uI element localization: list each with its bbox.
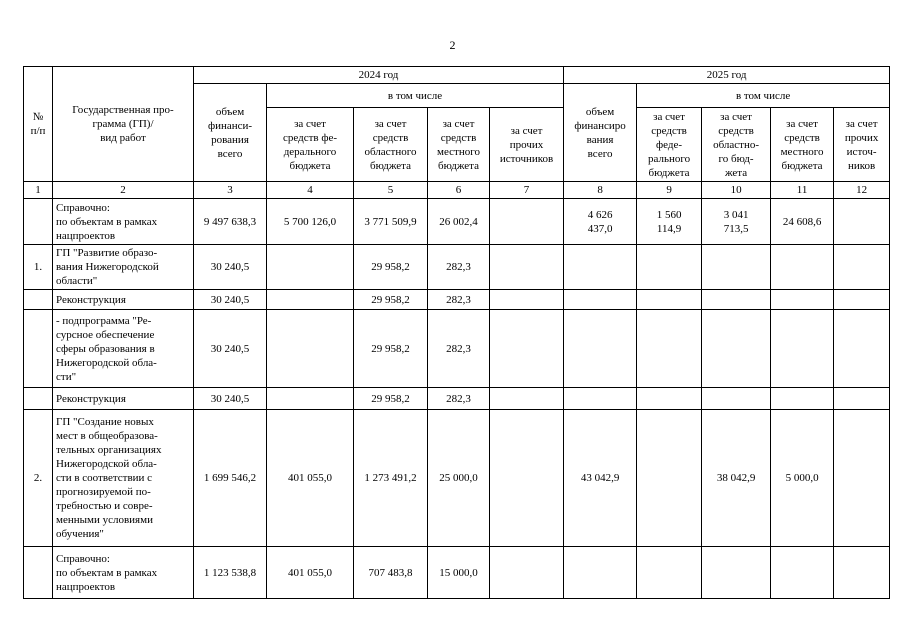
amount-cell: 29 958,2 [354, 310, 428, 388]
column-number: 12 [834, 182, 890, 199]
amount-cell [490, 388, 564, 410]
row-number [24, 290, 53, 310]
amount-cell [267, 290, 354, 310]
amount-cell [702, 388, 771, 410]
amount-cell: 29 958,2 [354, 388, 428, 410]
amount-cell [564, 310, 637, 388]
header-federal-2025: за счет средств феде- рального бюджета [637, 108, 702, 182]
amount-cell [834, 290, 890, 310]
column-number: 5 [354, 182, 428, 199]
row-number: 1. [24, 245, 53, 290]
column-number: 7 [490, 182, 564, 199]
amount-cell [834, 245, 890, 290]
amount-cell [637, 310, 702, 388]
program-name: ГП "Создание новых мест в общеобразова- тельных организациях Нижегородской обла- сти в соответствии с прогнозируемой по- требностью и совре- менными условиями обучения" [53, 410, 194, 547]
amount-cell: 282,3 [428, 290, 490, 310]
amount-cell: 30 240,5 [194, 290, 267, 310]
amount-cell [637, 410, 702, 547]
header-including-2024: в том числе [267, 84, 564, 108]
amount-cell [564, 290, 637, 310]
table-row [24, 410, 890, 547]
amount-cell [564, 547, 637, 599]
header-volume-2025: объем финансиро вания всего [564, 84, 637, 182]
amount-cell: 9 497 638,3 [194, 199, 267, 245]
row-number [24, 388, 53, 410]
amount-cell [834, 410, 890, 547]
amount-cell: 401 055,0 [267, 547, 354, 599]
column-number: 8 [564, 182, 637, 199]
amount-cell [834, 199, 890, 245]
table-row [24, 290, 890, 310]
amount-cell [490, 199, 564, 245]
program-name: ГП "Развитие образо- вания Нижегородской области" [53, 245, 194, 290]
amount-cell: 1 123 538,8 [194, 547, 267, 599]
amount-cell [637, 290, 702, 310]
amount-cell: 25 000,0 [428, 410, 490, 547]
column-number-row [24, 182, 890, 199]
amount-cell: 15 000,0 [428, 547, 490, 599]
amount-cell: 24 608,6 [771, 199, 834, 245]
amount-cell [771, 547, 834, 599]
table-row [24, 388, 890, 410]
amount-cell [267, 388, 354, 410]
column-number: 6 [428, 182, 490, 199]
amount-cell: 4 626 437,0 [564, 199, 637, 245]
header-other-2024: за счет прочих источников [490, 108, 564, 182]
column-number: 1 [24, 182, 53, 199]
column-number: 2 [53, 182, 194, 199]
header-regional-2025: за счет средств областно- го бюд- жета [702, 108, 771, 182]
header-including-2025: в том числе [637, 84, 890, 108]
amount-cell [702, 290, 771, 310]
amount-cell [702, 245, 771, 290]
amount-cell [702, 547, 771, 599]
amount-cell [490, 290, 564, 310]
amount-cell [564, 245, 637, 290]
amount-cell [771, 290, 834, 310]
amount-cell: 3 041 713,5 [702, 199, 771, 245]
amount-cell [490, 310, 564, 388]
row-number: 2. [24, 410, 53, 547]
amount-cell [267, 310, 354, 388]
amount-cell [564, 388, 637, 410]
header-other-2025: за счет прочих источ- ников [834, 108, 890, 182]
row-number [24, 199, 53, 245]
amount-cell: 30 240,5 [194, 388, 267, 410]
header-regional-2024: за счет средств областного бюджета [354, 108, 428, 182]
program-name: Реконструкция [53, 290, 194, 310]
page-number: 2 [449, 38, 456, 52]
header-volume-2024: объем финанси- рования всего [194, 84, 267, 182]
amount-cell [637, 245, 702, 290]
amount-cell: 26 002,4 [428, 199, 490, 245]
table-row [24, 547, 890, 599]
amount-cell [702, 310, 771, 388]
amount-cell: 1 699 546,2 [194, 410, 267, 547]
header-local-2025: за счет средств местного бюджета [771, 108, 834, 182]
program-name: Реконструкция [53, 388, 194, 410]
amount-cell [267, 245, 354, 290]
amount-cell [637, 388, 702, 410]
column-number: 3 [194, 182, 267, 199]
amount-cell: 1 273 491,2 [354, 410, 428, 547]
program-name: Справочно: по объектам в рамках нацпроектов [53, 547, 194, 599]
amount-cell: 29 958,2 [354, 245, 428, 290]
amount-cell: 707 483,8 [354, 547, 428, 599]
amount-cell: 3 771 509,9 [354, 199, 428, 245]
amount-cell [490, 547, 564, 599]
amount-cell: 38 042,9 [702, 410, 771, 547]
header-year-2025: 2025 год [564, 67, 890, 84]
financing-table [23, 66, 890, 599]
amount-cell [771, 310, 834, 388]
amount-cell: 282,3 [428, 388, 490, 410]
amount-cell [490, 245, 564, 290]
amount-cell: 5 000,0 [771, 410, 834, 547]
column-number: 4 [267, 182, 354, 199]
table-row [24, 310, 890, 388]
header-num: № п/п [24, 67, 53, 182]
amount-cell: 401 055,0 [267, 410, 354, 547]
amount-cell [771, 388, 834, 410]
header-local-2024: за счет средств местного бюджета [428, 108, 490, 182]
row-number [24, 547, 53, 599]
amount-cell: 282,3 [428, 245, 490, 290]
amount-cell: 30 240,5 [194, 310, 267, 388]
header-program: Государственная про- грамма (ГП)/ вид работ [53, 67, 194, 182]
table-row [24, 245, 890, 290]
table-row [24, 199, 890, 245]
amount-cell: 5 700 126,0 [267, 199, 354, 245]
row-number [24, 310, 53, 388]
header-year-2024: 2024 год [194, 67, 564, 84]
amount-cell [637, 547, 702, 599]
program-name: - подпрограмма "Ре- сурсное обеспечение сферы образования в Нижегородской обла- сти" [53, 310, 194, 388]
amount-cell: 1 560 114,9 [637, 199, 702, 245]
amount-cell: 43 042,9 [564, 410, 637, 547]
column-number: 10 [702, 182, 771, 199]
amount-cell: 29 958,2 [354, 290, 428, 310]
amount-cell [834, 388, 890, 410]
header-federal-2024: за счет средств фе- дерального бюджета [267, 108, 354, 182]
amount-cell: 30 240,5 [194, 245, 267, 290]
amount-cell [834, 547, 890, 599]
amount-cell [490, 410, 564, 547]
column-number: 9 [637, 182, 702, 199]
amount-cell: 282,3 [428, 310, 490, 388]
column-number: 11 [771, 182, 834, 199]
amount-cell [834, 310, 890, 388]
amount-cell [771, 245, 834, 290]
program-name: Справочно: по объектам в рамках нацпроектов [53, 199, 194, 245]
